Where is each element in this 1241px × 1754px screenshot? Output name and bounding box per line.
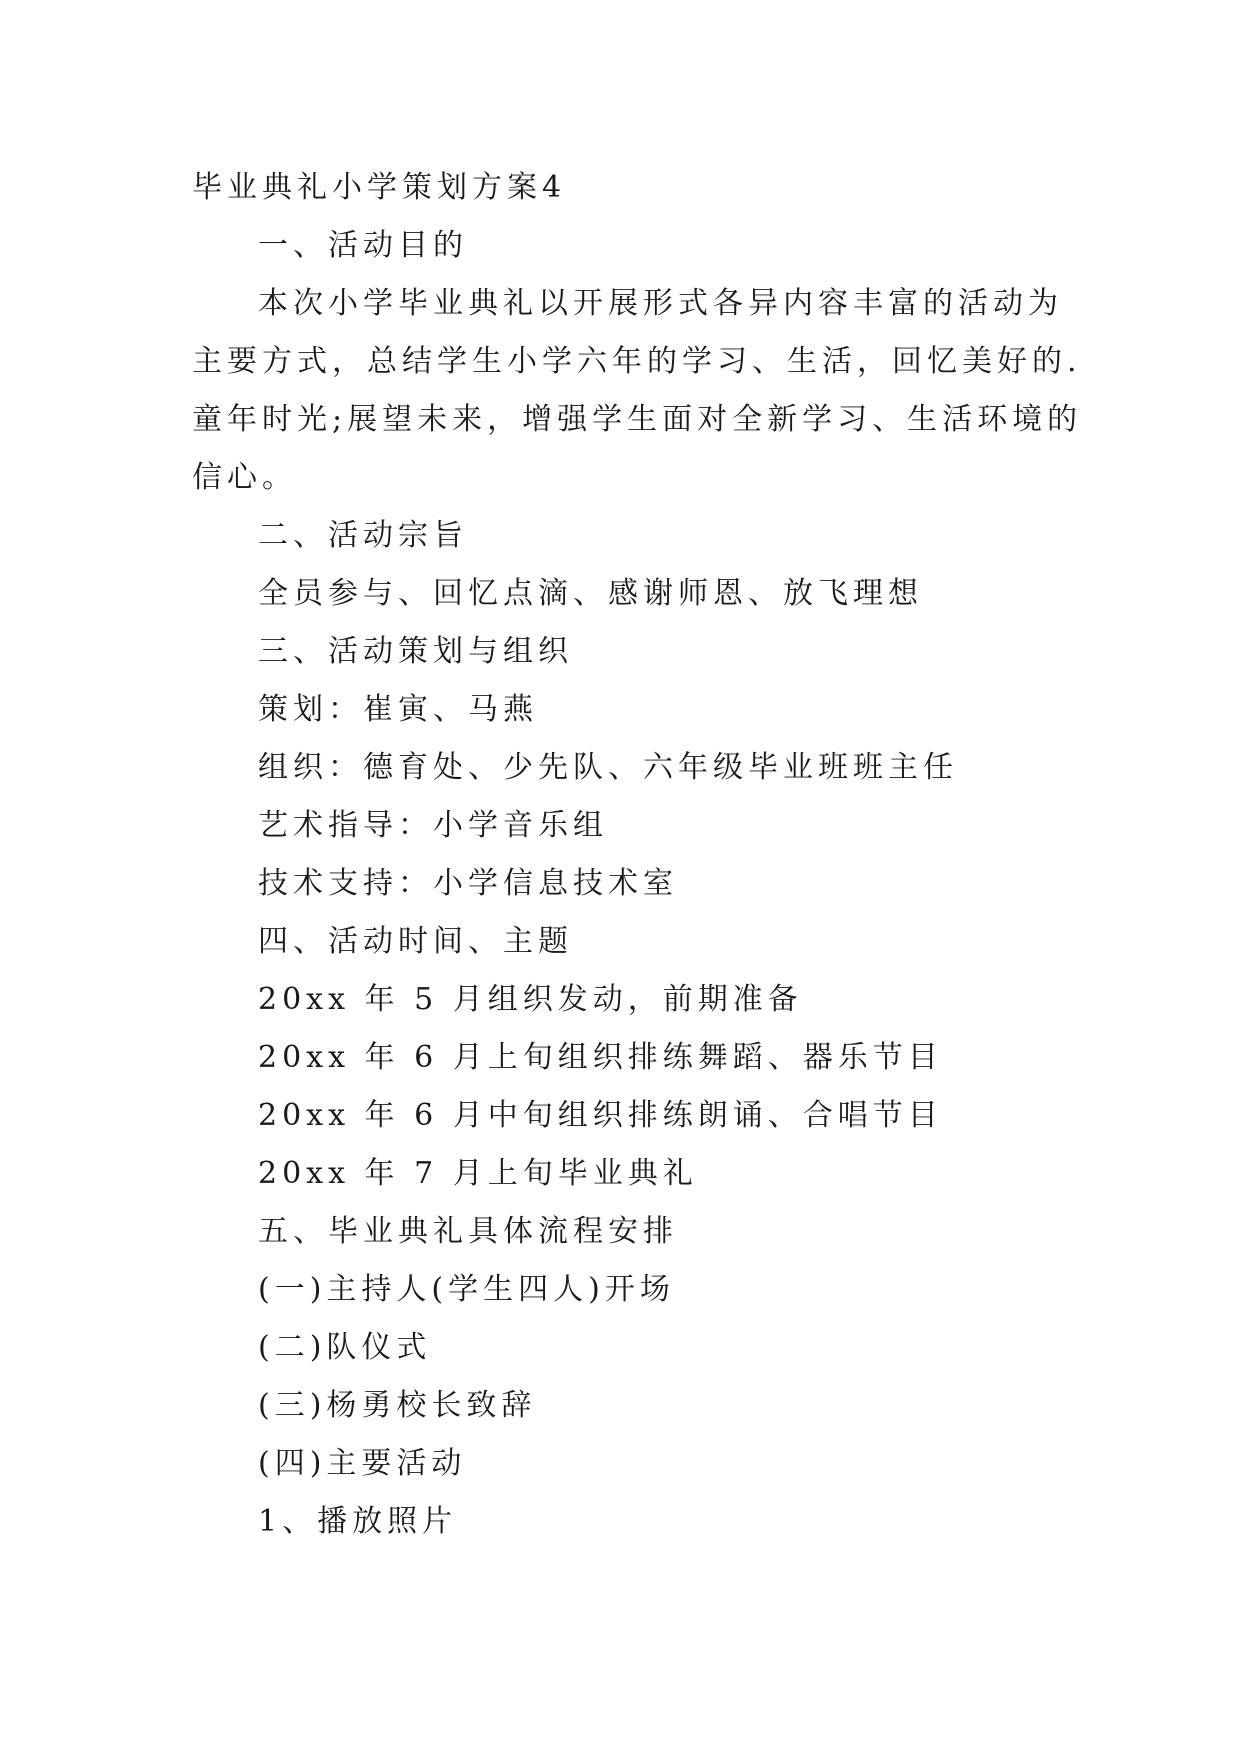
paragraph-line: 组织：德育处、少先队、六年级毕业班班主任 (258, 750, 958, 785)
document-title: 毕业典礼小学策划方案4 (192, 170, 567, 205)
paragraph-line: 技术支持：小学信息技术室 (258, 866, 678, 901)
paragraph-line: 全员参与、回忆点滴、感谢师恩、放飞理想 (258, 576, 923, 611)
paragraph-line: 1、播放照片 (258, 1504, 458, 1539)
paragraph-line: 童年时光;展望未来，增强学生面对全新学习、生活环境的 (192, 402, 1083, 437)
paragraph-line: 艺术指导：小学音乐组 (258, 808, 608, 843)
paragraph-line: (一)主持人(学生四人)开场 (258, 1272, 675, 1307)
section-heading-procedure: 五、毕业典礼具体流程安排 (258, 1214, 678, 1249)
section-heading-schedule: 四、活动时间、主题 (258, 924, 573, 959)
paragraph-line: 20xx 年 7 月上旬毕业典礼 (258, 1156, 698, 1191)
paragraph-line: (四)主要活动 (258, 1446, 467, 1481)
section-heading-purpose: 一、活动目的 (258, 228, 468, 263)
paragraph-line: 20xx 年 6 月中旬组织排练朗诵、合唱节目 (258, 1098, 943, 1133)
paragraph-line: 主要方式，总结学生小学六年的学习、生活，回忆美好的. (192, 344, 1082, 379)
paragraph-line: 信心。 (192, 460, 297, 495)
paragraph-line: (三)杨勇校长致辞 (258, 1388, 537, 1423)
section-heading-organization: 三、活动策划与组织 (258, 634, 573, 669)
paragraph-line: 策划：崔寅、马燕 (258, 692, 538, 727)
section-heading-aim: 二、活动宗旨 (258, 518, 468, 553)
paragraph-line: 20xx 年 5 月组织发动，前期准备 (258, 982, 803, 1017)
paragraph-line: (二)队仪式 (258, 1330, 432, 1365)
paragraph-line: 本次小学毕业典礼以开展形式各异内容丰富的活动为 (258, 286, 1063, 321)
paragraph-line: 20xx 年 6 月上旬组织排练舞蹈、器乐节目 (258, 1040, 943, 1075)
